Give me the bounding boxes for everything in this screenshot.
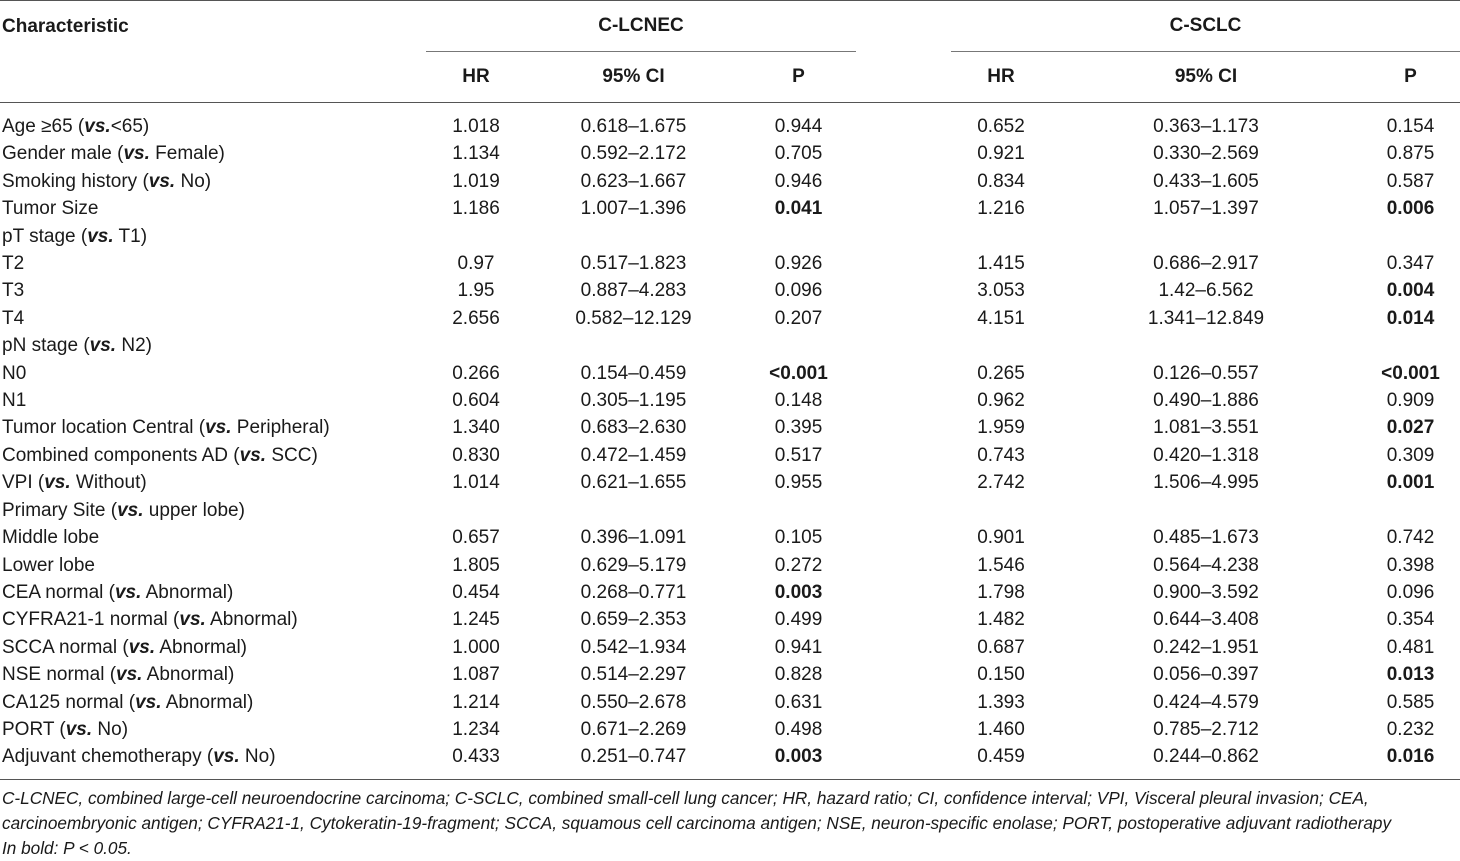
row-label-text: Primary Site ( — [2, 499, 118, 521]
cell-hr-lcnec — [426, 497, 526, 524]
cell-p-sclc: 0.354 — [1386, 609, 1435, 631]
row-label — [0, 332, 426, 359]
cell-p-lcnec: 0.946 — [774, 170, 823, 192]
table-row — [0, 689, 1460, 716]
cell-hr-lcnec: 0.454 — [452, 581, 500, 603]
row-label-text: Adjuvant chemotherapy ( — [2, 746, 214, 768]
cell-hr-sclc: 0.687 — [977, 636, 1025, 658]
cell-p-lcnec: 0.517 — [774, 444, 823, 466]
cell-p-lcnec: 0.941 — [774, 636, 823, 658]
cell-p-lcnec: 0.828 — [774, 664, 823, 686]
row-label — [0, 305, 426, 332]
cell-ci-sclc: 0.126–0.557 — [1153, 362, 1259, 384]
row-label-reference: T1) — [113, 225, 148, 247]
row-label-text: Gender male ( — [2, 143, 124, 165]
cell-hr-sclc — [951, 332, 1051, 359]
cell-p-lcnec: 0.705 — [774, 143, 823, 165]
cell-ci-lcnec — [526, 223, 741, 250]
row-label-reference: SCC) — [266, 444, 318, 466]
cell-hr-lcnec: 1.340 — [452, 417, 500, 439]
cell-p-lcnec: 0.096 — [774, 280, 823, 302]
row-label-text: VPI ( — [2, 472, 45, 494]
row-label-text: CYFRA21-1 normal ( — [2, 609, 180, 631]
row-label-text: CA125 normal ( — [2, 691, 136, 713]
table-row — [0, 634, 1460, 661]
table-row — [0, 305, 1460, 332]
column-gap — [856, 497, 951, 524]
cell-ci-sclc: 1.081–3.551 — [1153, 417, 1259, 439]
cell-hr-sclc: 3.053 — [977, 280, 1025, 302]
vs-marker: vs. — [44, 472, 71, 494]
table-row — [0, 250, 1460, 277]
cell-p-sclc: 0.014 — [1386, 307, 1435, 329]
cell-p-lcnec — [741, 223, 856, 250]
cell-hr-sclc: 0.834 — [977, 170, 1025, 192]
cell-hr-lcnec: 1.014 — [452, 472, 500, 494]
row-label — [0, 524, 426, 551]
row-label-text: N1 — [2, 390, 27, 412]
cell-p-sclc: 0.004 — [1386, 280, 1435, 302]
cell-hr-sclc: 1.415 — [977, 253, 1025, 275]
cell-ci-lcnec: 0.154–0.459 — [580, 362, 687, 384]
cell-hr-lcnec: 0.604 — [452, 390, 500, 412]
column-gap — [856, 277, 951, 304]
cell-hr-sclc: 1.393 — [977, 691, 1025, 713]
cell-ci-lcnec: 0.396–1.091 — [580, 527, 687, 549]
vs-marker: vs. — [117, 499, 144, 521]
row-label — [0, 469, 426, 496]
table-footnote — [2, 786, 1458, 861]
row-label-text: Tumor location Central ( — [2, 417, 206, 439]
row-label-text: Age ≥65 ( — [2, 116, 85, 137]
cell-p-lcnec — [741, 497, 856, 524]
vs-marker: vs. — [65, 718, 93, 740]
cell-ci-sclc: 0.244–0.862 — [1153, 746, 1259, 768]
cell-hr-lcnec: 2.656 — [452, 307, 500, 329]
row-label — [0, 689, 426, 716]
row-label — [0, 387, 426, 414]
column-gap — [856, 469, 951, 496]
cell-p-lcnec: 0.041 — [774, 198, 823, 220]
cell-ci-lcnec: 0.514–2.297 — [580, 664, 687, 686]
group-header-c-lcnec — [426, 1, 856, 53]
cell-hr-lcnec: 1.234 — [452, 718, 500, 740]
cell-p-lcnec: 0.926 — [774, 253, 823, 275]
header-gap — [856, 52, 951, 103]
col-p-sclc: P — [1404, 66, 1417, 87]
row-label-text: Middle lobe — [2, 527, 100, 549]
column-gap — [856, 360, 951, 387]
table-row — [0, 168, 1460, 195]
cell-p-sclc: 0.909 — [1386, 390, 1435, 412]
cell-p-sclc: 0.006 — [1386, 198, 1435, 220]
table-row — [0, 414, 1460, 441]
row-label — [0, 552, 426, 579]
cell-ci-sclc: 0.363–1.173 — [1153, 116, 1259, 137]
row-label-text: T4 — [2, 307, 25, 329]
cell-ci-sclc: 0.564–4.238 — [1153, 554, 1259, 576]
group-label-c-lcnec: C-LCNEC — [426, 1, 856, 52]
cell-ci-sclc: 0.644–3.408 — [1153, 609, 1259, 631]
row-label-reference: N2) — [116, 335, 152, 357]
cell-hr-sclc: 1.460 — [977, 718, 1025, 740]
cell-ci-sclc: 0.485–1.673 — [1153, 527, 1259, 549]
group-header-c-sclc — [951, 1, 1460, 53]
column-gap — [856, 634, 951, 661]
cell-ci-lcnec: 0.472–1.459 — [580, 444, 687, 466]
cell-hr-lcnec: 0.657 — [452, 527, 500, 549]
row-label — [0, 140, 426, 167]
cell-p-sclc — [1361, 332, 1460, 359]
row-label-reference: Female) — [149, 143, 225, 165]
row-label-text: Lower lobe — [2, 554, 95, 576]
row-label-text: pN stage ( — [2, 335, 90, 357]
row-label-text: CEA normal ( — [2, 581, 115, 603]
cell-p-lcnec: 0.272 — [774, 554, 823, 576]
cell-hr-lcnec: 1.134 — [452, 143, 500, 165]
vs-marker: vs. — [84, 116, 111, 137]
table-row — [0, 661, 1460, 688]
row-label-text: N0 — [2, 362, 27, 384]
cell-p-sclc: 0.232 — [1386, 718, 1435, 740]
vs-marker: vs. — [179, 609, 206, 631]
row-label-text: NSE normal ( — [2, 664, 117, 686]
column-gap — [856, 250, 951, 277]
vs-marker: vs. — [87, 225, 114, 247]
column-gap — [856, 743, 951, 779]
vs-marker: vs. — [114, 581, 142, 603]
column-gap — [856, 223, 951, 250]
vs-marker: vs. — [148, 170, 176, 192]
cell-p-lcnec: 0.499 — [774, 609, 823, 631]
cell-hr-lcnec: 0.266 — [452, 362, 500, 384]
col-hr-sclc: HR — [987, 66, 1015, 87]
cell-ci-sclc: 1.42–6.562 — [1158, 280, 1254, 302]
cell-ci-lcnec: 0.550–2.678 — [580, 691, 687, 713]
column-gap — [856, 524, 951, 551]
column-gap — [856, 140, 951, 167]
cell-hr-sclc: 1.959 — [977, 417, 1025, 439]
vs-marker: vs. — [239, 444, 267, 466]
row-label-reference: Abnormal) — [161, 691, 254, 713]
vs-marker: vs. — [89, 335, 117, 357]
row-label-text: Combined components AD ( — [2, 444, 240, 466]
row-label-reference: Abnormal) — [155, 636, 247, 658]
cell-hr-sclc: 0.150 — [977, 664, 1025, 686]
cell-ci-sclc: 0.242–1.951 — [1153, 636, 1259, 658]
cell-ci-lcnec — [526, 332, 741, 359]
cell-p-sclc: 0.742 — [1386, 527, 1435, 549]
table-row — [0, 332, 1460, 359]
cell-p-sclc: 0.016 — [1386, 746, 1435, 768]
row-label — [0, 579, 426, 606]
header-gap — [856, 1, 951, 53]
cell-ci-sclc: 0.420–1.318 — [1153, 444, 1259, 466]
row-label-text: Smoking history ( — [2, 170, 149, 192]
row-label — [0, 661, 426, 688]
cell-ci-sclc: 0.900–3.592 — [1153, 581, 1259, 603]
table-row — [0, 360, 1460, 387]
cell-hr-sclc: 1.482 — [977, 609, 1025, 631]
row-label — [0, 414, 426, 441]
cell-hr-sclc: 0.265 — [977, 362, 1025, 384]
table-row — [0, 223, 1460, 250]
vs-marker: vs. — [123, 143, 150, 165]
cell-p-sclc: 0.481 — [1386, 636, 1435, 658]
row-label — [0, 103, 426, 141]
header-row-groups — [0, 1, 1460, 53]
column-gap — [856, 661, 951, 688]
cell-p-lcnec: 0.955 — [774, 472, 823, 494]
cell-ci-lcnec: 0.623–1.667 — [580, 170, 687, 192]
cell-ci-lcnec: 0.683–2.630 — [580, 417, 687, 439]
table-body — [0, 103, 1460, 780]
col-ci-lcnec: 95% CI — [602, 66, 665, 87]
cell-ci-lcnec: 0.251–0.747 — [580, 746, 687, 768]
row-label-text: SCCA normal ( — [2, 636, 129, 658]
row-label-text: T2 — [2, 253, 25, 275]
cell-hr-lcnec: 1.245 — [452, 609, 500, 631]
vs-marker: vs. — [128, 636, 156, 658]
table-row — [0, 469, 1460, 496]
cell-hr-lcnec: 1.95 — [457, 280, 495, 302]
cell-ci-lcnec: 1.007–1.396 — [580, 198, 687, 220]
cell-hr-sclc: 1.798 — [977, 581, 1025, 603]
row-label — [0, 634, 426, 661]
cell-hr-lcnec: 1.000 — [452, 636, 500, 658]
cell-ci-lcnec: 0.305–1.195 — [580, 390, 687, 412]
table-row — [0, 552, 1460, 579]
cell-ci-sclc — [1051, 223, 1361, 250]
cell-p-lcnec — [741, 332, 856, 359]
row-label-reference: Without) — [70, 472, 147, 494]
column-gap — [856, 606, 951, 633]
table-row — [0, 524, 1460, 551]
vs-marker: vs. — [205, 417, 232, 439]
cell-hr-lcnec: 1.186 — [452, 198, 500, 220]
cell-ci-lcnec: 0.542–1.934 — [580, 636, 687, 658]
row-label-reference: <65) — [110, 116, 150, 137]
cell-hr-sclc: 0.921 — [977, 143, 1025, 165]
row-label-reference: No) — [92, 718, 129, 740]
cell-hr-sclc — [951, 223, 1051, 250]
cell-hr-sclc: 2.742 — [977, 472, 1025, 494]
cell-p-sclc: 0.013 — [1386, 664, 1435, 686]
cell-hr-lcnec: 0.433 — [452, 746, 500, 768]
cell-p-sclc: 0.309 — [1386, 444, 1435, 466]
column-gap — [856, 103, 951, 141]
cell-p-lcnec: 0.148 — [774, 390, 823, 412]
cell-ci-sclc: 0.433–1.605 — [1153, 170, 1259, 192]
cell-hr-lcnec: 1.214 — [452, 691, 500, 713]
table-row — [0, 103, 1460, 141]
cell-ci-lcnec: 0.618–1.675 — [580, 116, 687, 137]
cell-ci-sclc: 0.330–2.569 — [1153, 143, 1259, 165]
cell-ci-lcnec: 0.592–2.172 — [580, 143, 687, 165]
cell-p-sclc: 0.587 — [1386, 170, 1435, 192]
row-label-text: Tumor Size — [2, 198, 99, 220]
cell-hr-sclc: 0.459 — [977, 746, 1025, 768]
row-label-text: pT stage ( — [2, 225, 88, 247]
cell-p-sclc: 0.001 — [1386, 472, 1435, 494]
cell-ci-sclc: 1.057–1.397 — [1153, 198, 1259, 220]
cell-ci-sclc: 0.490–1.886 — [1153, 390, 1259, 412]
cell-ci-lcnec: 0.887–4.283 — [580, 280, 687, 302]
cell-ci-lcnec: 0.517–1.823 — [580, 253, 687, 275]
cell-p-lcnec: 0.105 — [774, 527, 823, 549]
cell-ci-sclc: 0.424–4.579 — [1153, 691, 1259, 713]
column-gap — [856, 195, 951, 222]
cell-p-lcnec: 0.207 — [774, 307, 823, 329]
cell-ci-sclc: 0.056–0.397 — [1153, 664, 1259, 686]
characteristic-header: Characteristic — [2, 16, 129, 37]
row-label — [0, 168, 426, 195]
cell-hr-lcnec — [426, 332, 526, 359]
cell-p-sclc — [1361, 497, 1460, 524]
row-label — [0, 442, 426, 469]
cell-ci-sclc: 1.341–12.849 — [1147, 307, 1265, 329]
col-p-lcnec: P — [792, 66, 805, 87]
row-label — [0, 223, 426, 250]
row-label — [0, 250, 426, 277]
table-row — [0, 442, 1460, 469]
cell-hr-sclc: 0.962 — [977, 390, 1025, 412]
cell-p-sclc: 0.096 — [1386, 581, 1435, 603]
cell-p-sclc: 0.347 — [1386, 253, 1435, 275]
col-hr-lcnec: HR — [462, 66, 490, 87]
cell-hr-sclc: 0.652 — [977, 116, 1025, 137]
cell-hr-lcnec: 1.087 — [452, 664, 500, 686]
cell-hr-sclc: 0.901 — [977, 527, 1025, 549]
table-row — [0, 579, 1460, 606]
cell-p-lcnec: 0.395 — [774, 417, 823, 439]
row-label — [0, 743, 426, 779]
row-label — [0, 716, 426, 743]
row-label-reference: Peripheral) — [231, 417, 330, 439]
table-row — [0, 497, 1460, 524]
table-row — [0, 277, 1460, 304]
vs-marker: vs. — [135, 691, 162, 713]
table-row — [0, 140, 1460, 167]
row-label-reference: Abnormal) — [142, 664, 235, 686]
cell-p-lcnec: <0.001 — [769, 362, 828, 384]
cell-ci-lcnec — [526, 497, 741, 524]
col-ci-sclc: 95% CI — [1174, 66, 1238, 87]
cell-hr-sclc — [951, 497, 1051, 524]
cell-p-lcnec: 0.003 — [774, 581, 823, 603]
footnote-line-2: carcinoembryonic antigen; CYFRA21-1, Cytokeratin-19-fragment; SCCA, squamous cell carcinoma antigen; NSE, neuron-specific enolase; PORT, postoperative adjuvant radiotherapy — [2, 813, 1392, 833]
cell-p-sclc: 0.027 — [1386, 417, 1435, 439]
cell-ci-lcnec: 0.659–2.353 — [580, 609, 687, 631]
row-label-reference: Abnormal) — [205, 609, 298, 631]
cell-hr-lcnec: 0.830 — [452, 444, 500, 466]
footnote-line-3: In bold: P < 0.05. — [2, 838, 132, 858]
cell-hr-lcnec: 1.018 — [452, 116, 500, 137]
row-label — [0, 606, 426, 633]
cell-ci-sclc — [1051, 497, 1361, 524]
row-label-reference: upper lobe) — [143, 499, 245, 521]
vs-marker: vs. — [213, 746, 240, 768]
row-label — [0, 195, 426, 222]
row-label — [0, 497, 426, 524]
cell-ci-sclc: 1.506–4.995 — [1153, 472, 1259, 494]
cell-p-sclc: 0.154 — [1386, 116, 1435, 137]
row-label-reference: Abnormal) — [141, 581, 234, 603]
row-label-reference: No) — [175, 170, 212, 192]
column-gap — [856, 442, 951, 469]
column-gap — [856, 552, 951, 579]
footnote-line-1: C-LCNEC, combined large-cell neuroendocrine carcinoma; C-SCLC, combined small-cell lung cancer; HR, hazard ratio; CI, confidence interval; VPI, Visceral pleural invasion; CEA, — [2, 788, 1369, 808]
vs-marker: vs. — [116, 664, 143, 686]
row-label-text: T3 — [2, 280, 25, 302]
column-gap — [856, 387, 951, 414]
cell-p-sclc — [1361, 223, 1460, 250]
cell-hr-lcnec: 1.805 — [452, 554, 500, 576]
table-row — [0, 716, 1460, 743]
table-row — [0, 606, 1460, 633]
cell-ci-lcnec: 0.621–1.655 — [580, 472, 687, 494]
cell-ci-sclc: 0.785–2.712 — [1153, 718, 1259, 740]
cell-hr-lcnec — [426, 223, 526, 250]
column-gap — [856, 689, 951, 716]
cell-p-sclc: 0.585 — [1386, 691, 1435, 713]
table-row — [0, 387, 1460, 414]
cell-p-lcnec: 0.944 — [774, 116, 823, 137]
cell-p-lcnec: 0.498 — [774, 718, 823, 740]
row-label — [0, 277, 426, 304]
column-gap — [856, 716, 951, 743]
group-label-c-sclc: C-SCLC — [951, 1, 1460, 52]
cell-ci-sclc — [1051, 332, 1361, 359]
column-gap — [856, 579, 951, 606]
cell-ci-lcnec: 0.671–2.269 — [580, 718, 687, 740]
table-row — [0, 195, 1460, 222]
row-label — [0, 360, 426, 387]
row-label-reference: No) — [239, 746, 276, 768]
cell-p-lcnec: 0.003 — [774, 746, 823, 768]
table-row — [0, 743, 1460, 779]
cell-p-sclc: 0.875 — [1386, 143, 1435, 165]
cell-hr-sclc: 0.743 — [977, 444, 1025, 466]
cell-p-lcnec: 0.631 — [774, 691, 823, 713]
cell-ci-sclc: 0.686–2.917 — [1153, 253, 1259, 275]
row-label-text: PORT ( — [2, 718, 66, 740]
cell-ci-lcnec: 0.582–12.129 — [575, 307, 692, 329]
cell-hr-sclc: 1.216 — [977, 198, 1025, 220]
cell-hr-lcnec: 1.019 — [452, 170, 500, 192]
cell-ci-lcnec: 0.629–5.179 — [580, 554, 687, 576]
column-gap — [856, 168, 951, 195]
cell-p-sclc: 0.398 — [1386, 554, 1435, 576]
cell-hr-sclc: 4.151 — [977, 307, 1025, 329]
cell-hr-sclc: 1.546 — [977, 554, 1025, 576]
column-gap — [856, 414, 951, 441]
column-gap — [856, 305, 951, 332]
cell-ci-lcnec: 0.268–0.771 — [580, 581, 687, 603]
cell-p-sclc: <0.001 — [1381, 362, 1440, 384]
column-gap — [856, 332, 951, 359]
cell-hr-lcnec: 0.97 — [457, 253, 495, 275]
